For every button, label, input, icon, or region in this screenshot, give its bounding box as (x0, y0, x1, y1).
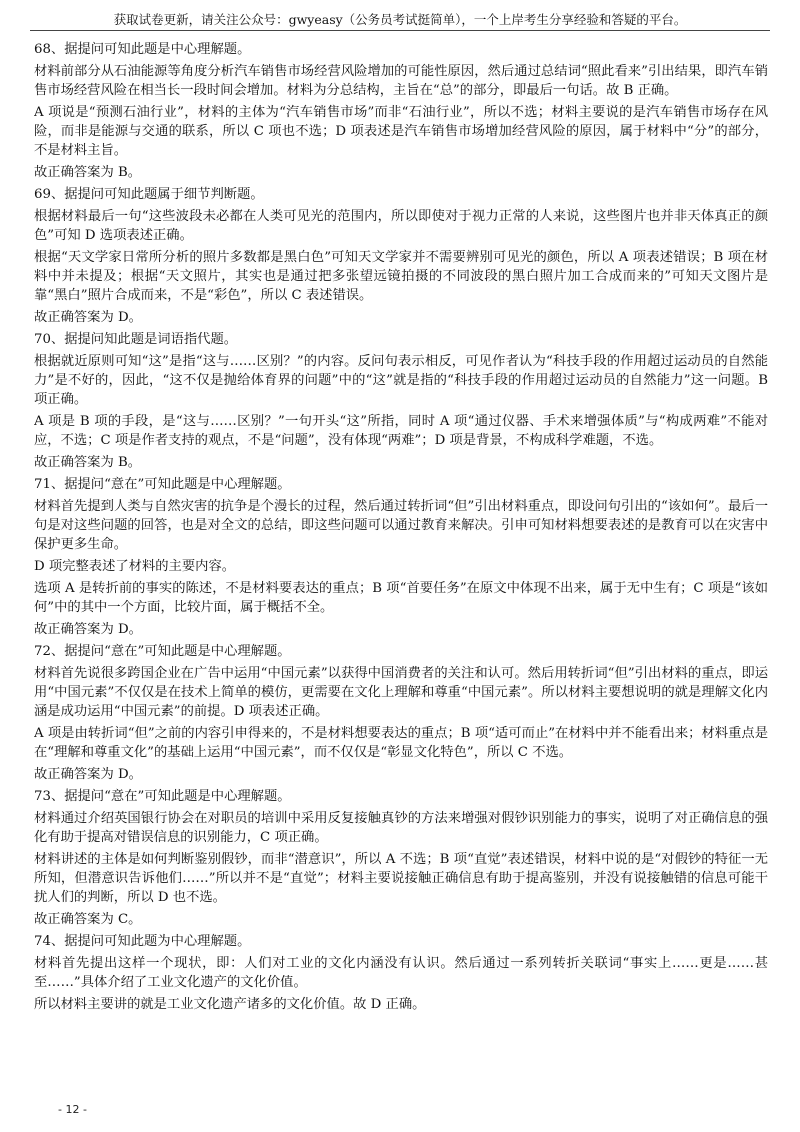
question-70-title: 70、据提问知此题是词语指代题。 (34, 332, 238, 347)
question-72-analysis: 材料首先说很多跨国企业在广告中运用“中国元素”以获得中国消费者的关注和认可。然后用转折词“但”引出材料的重点，即运用“中国元素”不仅仅是在技术上简单的模仿，更需要在文化上理解和尊重“中国元素”。所以材料主要想说明的就是理解文化内涵是成功运用“中国元素”的前提。D 项表述正确。 (34, 666, 768, 719)
page-header: 获取试卷更新，请关注公众号：gwyeasy（公务员考试挺简单），一个上岸考生分享经验和答疑的平台。 (30, 10, 770, 31)
question-74-title: 74、据提问可知此题为中心理解题。 (34, 934, 251, 949)
question-71-answer: 故正确答案为 D。 (34, 622, 142, 637)
question-71-conclusion: D 项完整表述了材料的主要内容。 (34, 559, 236, 574)
question-72-answer: 故正确答案为 D。 (34, 767, 142, 782)
question-73-options: 材料讲述的主体是如何判断鉴别假钞，而非“潜意识”，所以 A 不选；B 项“直觉”表述错误，材料中说的是“对假钞的特征一无所知，但潜意识告诉他们……”所以并不是“直觉”；材料主要说接触正确信息有助于提高鉴别，并没有说接触错的信息可能干扰人们的判断，所以 D 也不选。 (34, 852, 768, 905)
question-68-answer: 故正确答案为 B。 (34, 165, 142, 180)
question-71-options: 选项 A 是转折前的事实的陈述，不是材料要表达的重点；B 项“首要任务”在原文中体现不出来，属于无中生有；C 项是“该如何”中的其中一个方面，比较片面，属于概括不全。 (34, 581, 768, 615)
question-68-options: A 项说是“预测石油行业”，材料的主体为“汽车销售市场”而非“石油行业”，所以不选；材料主要说的是汽车销售市场存在风险，而非是能源与交通的联系，所以 C 项也不选；D 项表述是汽车销售市场增加经营风险的原因，属于材料中“分”的部分，不是材料主旨。 (34, 105, 768, 158)
page-content (34, 40, 768, 1100)
question-70-options: A 项是 B 项的手段，是“这与……区别？”一句开头“这”所指，同时 A 项“通过仪器、手术来增强体质”与“构成两难”不能对应，不选；C 项是作者支持的观点，不是“问题”，没有体现“两难”；D 项是背景，不构成科学难题，不选。 (34, 414, 768, 448)
question-73-title: 73、据提问“意在”可知此题是中心理解题。 (34, 789, 291, 804)
question-69-options: 根据“天文学家日常所分析的照片多数都是黑白色”可知天文学家并不需要辨别可见光的颜色，所以 A 项表述错误；B 项在材料中并未提及；根据“天文照片，其实也是通过把多张望远镜拍摄的不同波段的黑白照片加工合成而来的”可知天文图片是靠“黑白”照片合成而来，不是“彩色”，所以 C 表述错误。 (34, 250, 768, 303)
question-74-conclusion: 所以材料主要讲的就是工业文化遗产诸多的文化价值。故 D 正确。 (34, 997, 426, 1012)
question-74-analysis: 材料首先提出这样一个现状，即：人们对工业的文化内涵没有认识。然后通过一系列转折关联词“事实上……更是……甚至……”具体介绍了工业文化遗产的文化价值。 (34, 956, 768, 990)
question-69-answer: 故正确答案为 D。 (34, 310, 142, 325)
question-71-analysis: 材料首先提到人类与自然灾害的抗争是个漫长的过程，然后通过转折词“但”引出材料重点，即设问句引出的“该如何”。最后一句是对这些问题的回答，也是对全文的总结，即这些问题可以通过教育来解决。引申可知材料想要表述的是教育可以在灾害中保护更多生命。 (34, 499, 768, 552)
question-70-analysis: 根据就近原则可知“这”是指“这与……区别？”的内容。反问句表示相反，可见作者认为“科技手段的作用超过运动员的自然能力”是不好的，因此，“这不仅是抛给体育界的问题”中的“这”就是指的“科技手段的作用超过运动员的自然能力”这一问题。B 项正确。 (34, 354, 768, 407)
question-68-title: 68、据提问可知此题是中心理解题。 (34, 42, 251, 57)
question-70-answer: 故正确答案为 B。 (34, 455, 142, 470)
question-72-title: 72、据提问“意在”可知此题是中心理解题。 (34, 644, 291, 659)
question-68-analysis: 材料前部分从石油能源等角度分析汽车销售市场经营风险增加的可能性原因，然后通过总结词“照此看来”引出结果，即汽车销售市场经营风险在相当长一段时间会增加。材料为分总结构，主旨在“总”的部分，即最后一句话。故 B 正确。 (34, 64, 768, 98)
page-number: - 12 - (58, 1103, 87, 1116)
question-73-answer: 故正确答案为 C。 (34, 912, 142, 927)
question-69-analysis: 根据材料最后一句“这些波段未必都在人类可见光的范围内，所以即使对于视力正常的人来说，这些图片也并非天体真正的颜色”可知 D 选项表述正确。 (34, 209, 768, 243)
question-69-title: 69、据提问可知此题属于细节判断题。 (34, 187, 264, 202)
question-72-options: A 项是由转折词“但”之前的内容引申得来的，不是材料想要表达的重点；B 项“适可而止”在材料中并不能看出来；材料重点是在“理解和尊重文化”的基础上运用“中国元素”，而不仅仅是“彰显文化特色”，所以 C 不选。 (34, 726, 768, 760)
question-71-title: 71、据提问“意在”可知此题是中心理解题。 (34, 477, 291, 492)
question-73-analysis: 材料通过介绍英国银行协会在对职员的培训中采用反复接触真钞的方法来增强对假钞识别能力的事实，说明了对正确信息的强化有助于提高对错误信息的识别能力，C 项正确。 (34, 811, 768, 845)
